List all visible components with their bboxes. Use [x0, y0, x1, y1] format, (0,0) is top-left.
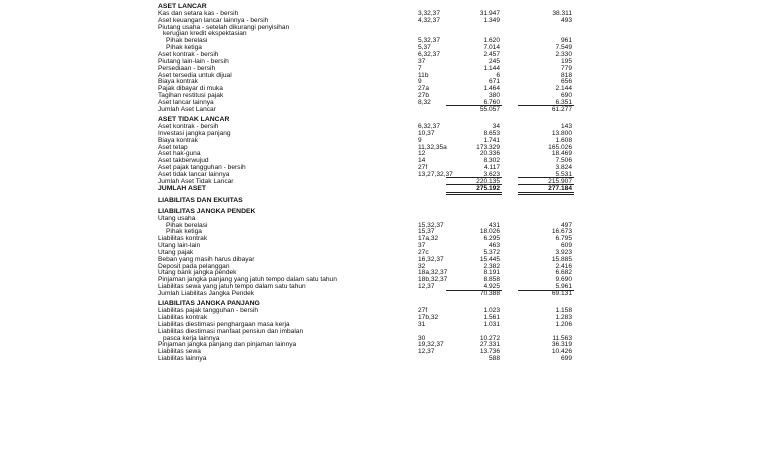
value-current-year: 220.135 — [476, 177, 500, 185]
line-item-label: Beban yang masih harus dibayar — [158, 255, 255, 263]
note-reference: 17a,32 — [418, 235, 439, 243]
value-current-year: 6 — [496, 71, 500, 79]
line-item-label: Piutang usaha - setelah dikurangi penyisihan — [158, 23, 290, 31]
line-item-label: Biaya kontrak — [158, 78, 198, 86]
line-item-label: Jumlah Liabilitas Jangka Pendek — [158, 290, 255, 297]
value-prior-year: 15.885 — [551, 255, 572, 263]
note-reference: 30 — [418, 334, 426, 342]
line-item-label: Pihak ketiga — [166, 44, 202, 52]
line-item-label: Kas dan setara kas - bersih — [158, 9, 239, 17]
note-reference: 27a — [418, 85, 430, 93]
value-current-year: 1.561 — [483, 314, 500, 322]
value-current-year: 1.144 — [483, 64, 500, 72]
note-reference: 37 — [418, 242, 426, 250]
line-item-label: Aset lancar lainnya — [158, 98, 214, 106]
line-item-label: Pinjaman jangka panjang dan pinjaman lainnya — [158, 341, 297, 349]
value-current-year: 4.117 — [483, 164, 500, 172]
value-prior-year: 961 — [560, 37, 572, 45]
note-reference: 9 — [418, 136, 422, 144]
line-item-label: Utang usaha — [158, 214, 196, 222]
value-prior-year: 2.416 — [555, 262, 572, 270]
value-prior-year: 13.800 — [551, 129, 572, 137]
line-item-label: Aset hak-guna — [158, 150, 201, 158]
value-prior-year: 7.549 — [555, 44, 572, 52]
note-reference: 17b,32 — [418, 314, 439, 322]
value-prior-year: 38.311 — [552, 9, 572, 17]
value-current-year: 588 — [488, 355, 500, 363]
note-reference: 27b — [418, 92, 430, 100]
line-item-label: Aset keuangan lancar lainnya - bersih — [158, 16, 269, 24]
value-current-year: 3.623 — [483, 170, 500, 178]
section-title-text: LIABILITAS JANGKA PANJANG — [158, 300, 260, 308]
value-prior-year: 61.277 — [551, 105, 572, 113]
note-reference: 15,37 — [418, 228, 435, 236]
value-prior-year: 143 — [560, 122, 572, 130]
value-current-year: 1.031 — [483, 320, 500, 328]
line-item-label: Jumlah Aset Lancar — [158, 105, 216, 113]
value-prior-year: 215.907 — [548, 177, 572, 185]
line-item-row — [0, 290, 768, 298]
line-item-label: Liabilitas diestimasi manfaat pensiun dan imbalan — [158, 327, 304, 335]
value-current-year: 15.445 — [479, 255, 500, 263]
value-prior-year: 18.469 — [551, 150, 572, 158]
value-current-year: 2.382 — [483, 262, 500, 270]
value-current-year: 1.023 — [483, 307, 500, 315]
value-prior-year: 3.824 — [555, 164, 572, 172]
note-reference: 37 — [418, 57, 426, 65]
note-reference: 15,32,37 — [418, 221, 444, 229]
value-prior-year: 1.608 — [555, 136, 572, 144]
value-prior-year: 6.682 — [555, 269, 572, 277]
line-item-label: Piutang lain-lain - bersih — [158, 57, 229, 65]
value-prior-year: 11.563 — [552, 334, 572, 342]
line-item-label: Liabilitas pajak tangguhan - bersih — [158, 307, 259, 315]
value-current-year: 10.272 — [479, 334, 500, 342]
note-reference: 6,32,37 — [418, 122, 440, 130]
value-current-year: 70.388 — [479, 290, 500, 297]
value-current-year: 55.057 — [479, 105, 500, 113]
value-current-year: 1.349 — [483, 16, 500, 24]
line-item-row — [0, 106, 768, 114]
value-current-year: 8.653 — [483, 129, 500, 137]
line-item-label: Liabilitas kontrak — [158, 235, 208, 243]
value-prior-year: 3.923 — [555, 248, 572, 256]
note-reference: 27f — [418, 164, 428, 172]
line-item-label: Pihak berelasi — [166, 221, 208, 229]
value-current-year: 31.947 — [479, 9, 500, 17]
value-prior-year: 277.184 — [548, 184, 572, 192]
value-current-year: 4.925 — [483, 283, 500, 291]
value-prior-year: 1.158 — [555, 307, 572, 315]
value-current-year: 380 — [488, 92, 500, 100]
line-item-label: Pajak dibayar di muka — [158, 85, 223, 93]
note-reference: 31 — [418, 320, 426, 328]
value-current-year: 671 — [488, 78, 500, 86]
value-current-year: 1.741 — [483, 136, 500, 144]
line-item-row — [0, 355, 768, 363]
value-prior-year: 2.330 — [555, 50, 572, 58]
line-item-label: Aset tidak lancar lainnya — [158, 170, 230, 178]
value-prior-year: 609 — [560, 242, 572, 250]
value-prior-year: 1.283 — [555, 314, 572, 322]
line-item-label: Liabilitas sewa — [158, 348, 201, 356]
note-reference: 13,27,32,37 — [418, 170, 453, 178]
line-item-label: Utang pajak — [158, 248, 194, 256]
value-current-year: 2.457 — [483, 50, 500, 58]
note-reference: 4,32,37 — [418, 16, 440, 24]
value-current-year: 1.464 — [483, 85, 500, 93]
note-reference: 12 — [418, 150, 426, 158]
value-current-year: 7.014 — [483, 44, 500, 52]
note-reference: 16,32,37 — [418, 255, 444, 263]
value-prior-year: 5.961 — [555, 283, 572, 291]
value-prior-year: 699 — [560, 355, 572, 363]
note-reference: 7 — [418, 64, 422, 72]
value-prior-year: 36.319 — [551, 341, 572, 349]
line-item-label: Biaya kontrak — [158, 136, 198, 144]
value-prior-year: 656 — [560, 78, 572, 86]
note-reference: 5,32,37 — [418, 37, 440, 45]
note-reference: 18b,32,37 — [418, 276, 448, 284]
value-prior-year: 10.426 — [551, 348, 572, 356]
value-current-year: 20.336 — [479, 150, 500, 158]
value-prior-year: 165.026 — [548, 143, 572, 151]
line-item-label: Deposit pada pelanggan — [158, 262, 230, 270]
line-item-label: Pinjaman jangka panjang yang jatuh tempo dalam satu tahun — [158, 276, 337, 284]
value-prior-year: 497 — [560, 221, 572, 229]
line-item-label: Investasi jangka panjang — [158, 129, 231, 137]
value-prior-year: 195 — [560, 57, 572, 65]
value-current-year: 1.620 — [483, 37, 500, 45]
note-reference: 27f — [418, 307, 428, 315]
note-reference: 12,37 — [418, 348, 435, 356]
section-title — [0, 197, 768, 205]
value-prior-year: 2.144 — [555, 85, 572, 93]
line-item-label: Tagihan restitusi pajak — [158, 92, 224, 100]
note-reference: 10,37 — [418, 129, 435, 137]
line-item-label: Aset kontrak - bersih — [158, 50, 219, 58]
value-current-year: 5.372 — [483, 248, 500, 256]
value-prior-year: 5.531 — [555, 170, 572, 178]
line-item-label: Liabilitas kontrak — [158, 314, 208, 322]
value-prior-year: 69.131 — [551, 290, 572, 297]
value-current-year: 275.192 — [476, 184, 500, 192]
value-current-year: 463 — [488, 242, 500, 250]
line-item-label: kerugian kredit ekspektasian — [163, 30, 247, 38]
section-title-text: ASET TIDAK LANCAR — [158, 116, 230, 124]
note-reference: 18a,32,37 — [418, 269, 448, 277]
value-prior-year: 1.206 — [555, 320, 572, 328]
value-prior-year: 6.351 — [555, 98, 572, 106]
note-reference: 5,37 — [418, 44, 431, 52]
section-title-text: LIABILITAS JANGKA PENDEK — [158, 207, 256, 215]
line-item-label: pasca kerja lainnya — [163, 334, 220, 342]
note-reference: 12,37 — [418, 283, 435, 291]
value-current-year: 431 — [488, 221, 500, 229]
note-reference: 19,32,37 — [418, 341, 444, 349]
total-row — [0, 185, 768, 193]
total-double-rule — [446, 194, 502, 195]
value-prior-year: 16.673 — [551, 228, 572, 236]
total-double-rule — [518, 194, 574, 195]
value-current-year: 13.736 — [479, 348, 500, 356]
value-current-year: 8.191 — [483, 269, 500, 277]
line-item-label: Aset tetap — [158, 143, 188, 151]
value-current-year: 8.858 — [483, 276, 500, 284]
section-title-text: ASET LANCAR — [158, 3, 207, 10]
note-reference: 8,32 — [418, 98, 431, 106]
note-reference: 27c — [418, 248, 429, 256]
note-reference: 14 — [418, 157, 426, 165]
value-current-year: 173.329 — [476, 143, 500, 151]
note-reference: 11,32,35a — [418, 143, 447, 151]
line-item-label: Pihak ketiga — [166, 228, 202, 236]
value-prior-year: 779 — [560, 64, 572, 72]
note-reference: 9 — [418, 78, 422, 86]
line-item-label: Liabilitas diestimasi penghargaan masa kerja — [158, 320, 290, 328]
note-reference: 6,32,37 — [418, 50, 440, 58]
note-reference: 32 — [418, 262, 426, 270]
line-item-label: Aset takberwujud — [158, 157, 209, 165]
line-item-label: Jumlah Aset Tidak Lancar — [158, 177, 234, 185]
value-prior-year: 690 — [560, 92, 572, 100]
line-item-label: Aset tersedia untuk dijual — [158, 71, 232, 79]
note-reference: 3,32,37 — [418, 9, 440, 17]
value-current-year: 6.295 — [483, 235, 500, 243]
value-current-year: 34 — [492, 122, 500, 130]
value-prior-year: 9.690 — [555, 276, 572, 284]
value-prior-year: 818 — [560, 71, 572, 79]
line-item-label: Aset kontrak - bersih — [158, 122, 219, 130]
line-item-label: Aset pajak tangguhan - bersih — [158, 164, 246, 172]
value-prior-year: 7.506 — [555, 157, 572, 165]
value-current-year: 8.302 — [483, 157, 500, 165]
line-item-label: Utang bank jangka pendek — [158, 269, 237, 277]
value-prior-year: 6.795 — [555, 235, 572, 243]
line-item-label: Utang lain-lain — [158, 242, 201, 250]
value-current-year: 6.760 — [483, 98, 500, 106]
line-item-label: Persediaan - bersih — [158, 64, 216, 72]
line-item-label: Liabilitas lainnya — [158, 355, 207, 363]
line-item-label: Pihak berelasi — [166, 37, 208, 45]
value-current-year: 18.026 — [479, 228, 500, 236]
value-current-year: 245 — [488, 57, 500, 65]
value-prior-year: 493 — [560, 16, 572, 24]
note-reference: 11b — [418, 71, 429, 79]
line-item-label: JUMLAH ASET — [158, 184, 207, 192]
line-item-label: Liabilitas sewa yang jatuh tempo dalam satu tahun — [158, 283, 306, 291]
value-current-year: 27.331 — [479, 341, 500, 349]
section-title-text: LIABILITAS DAN EKUITAS — [158, 197, 243, 205]
